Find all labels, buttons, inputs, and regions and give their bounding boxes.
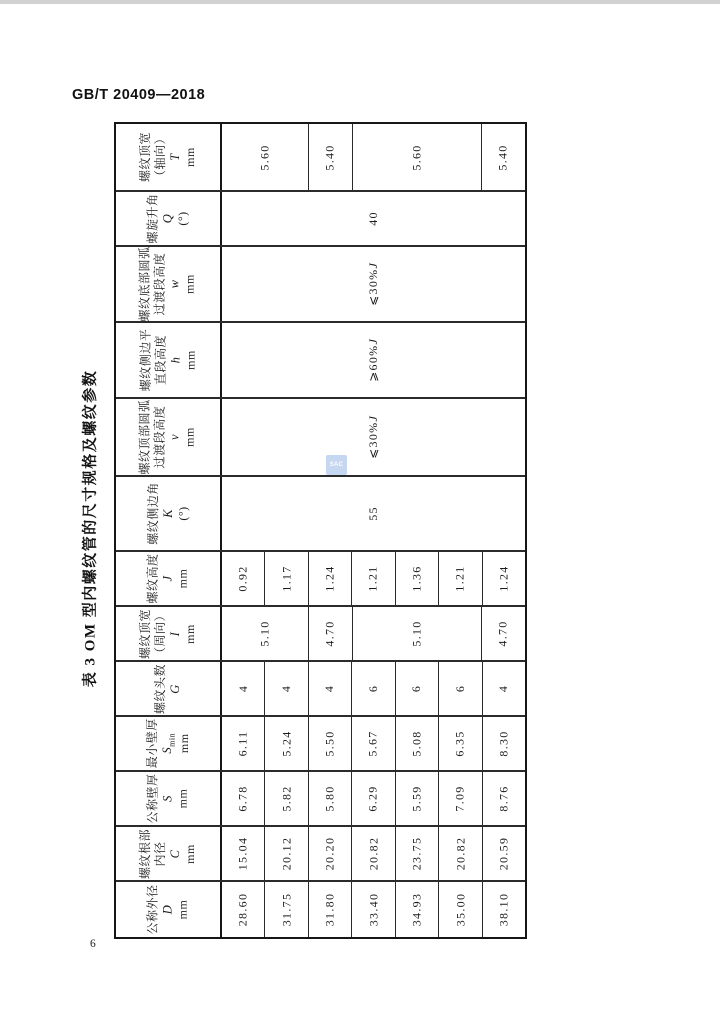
- table-band-thread-crest-width-axial: [116, 124, 525, 190]
- data-value: 8.76: [496, 785, 511, 812]
- header-unit: mm: [175, 899, 190, 920]
- data-cell: [351, 717, 394, 770]
- data-row: [222, 607, 525, 660]
- data-cell: [222, 399, 525, 475]
- data-cell: [438, 772, 481, 825]
- data-value: 1.36: [409, 565, 424, 592]
- data-cell: [395, 827, 438, 880]
- header-cell-min-wall-thickness: [116, 717, 222, 770]
- data-cell: [308, 827, 351, 880]
- data-value: 4.70: [496, 620, 511, 647]
- data-row: [222, 772, 525, 825]
- data-cell: [308, 772, 351, 825]
- data-cell: [482, 662, 525, 715]
- header-text: [138, 608, 198, 658]
- data-cell: [264, 827, 307, 880]
- data-value: 1.21: [452, 565, 467, 592]
- data-value: 6: [409, 684, 424, 693]
- header-text: [138, 329, 198, 392]
- header-cell-thread-height: [116, 552, 222, 605]
- data-value: 6.78: [235, 785, 250, 812]
- data-cell: [481, 607, 525, 660]
- header-symbol: w: [167, 279, 182, 289]
- header-unit: mm: [182, 147, 197, 167]
- data-cell: [308, 552, 351, 605]
- header-line: 螺纹顶宽: [137, 608, 152, 659]
- data-row: [222, 247, 525, 321]
- header-symbol: I: [167, 631, 182, 636]
- header-line: 螺纹侧边角: [145, 482, 160, 545]
- data-value: 31.80: [322, 892, 337, 927]
- header-unit: (°): [175, 506, 190, 521]
- data-value: 5.59: [409, 785, 424, 812]
- data-row: [222, 717, 525, 770]
- data-value: 6: [365, 684, 380, 693]
- data-value: 31.75: [279, 892, 294, 927]
- header-text: [145, 773, 190, 823]
- data-row: [222, 882, 525, 937]
- data-value: 5.24: [279, 730, 294, 757]
- table-band-thread-crest-width-circumferential: [116, 605, 525, 660]
- data-value: 20.12: [279, 836, 294, 871]
- data-cell: [395, 882, 438, 937]
- data-cell: [222, 717, 264, 770]
- data-value: 6.29: [365, 785, 380, 812]
- data-row: [222, 552, 525, 605]
- table-band-thread-bottom-arc-transition-height: [116, 245, 525, 321]
- header-unit: mm: [182, 623, 197, 644]
- data-cell: [395, 552, 438, 605]
- header-unit: mm: [182, 274, 197, 294]
- header-symbol: K: [160, 509, 175, 518]
- scan-edge-shadow: [0, 0, 720, 4]
- data-value: 5.67: [365, 730, 380, 757]
- data-cell: [482, 827, 525, 880]
- data-value: ⩽30%J: [366, 415, 380, 459]
- data-cell: [222, 552, 264, 605]
- header-text: [138, 828, 198, 878]
- header-unit: mm: [182, 843, 197, 864]
- data-cell: [438, 552, 481, 605]
- header-text: [138, 132, 198, 182]
- header-line: 螺纹底部圆弧: [137, 246, 152, 322]
- data-cell: [351, 662, 394, 715]
- data-cell: [482, 882, 525, 937]
- header-cell-nominal-outer-diameter: [116, 882, 222, 937]
- header-text: [145, 884, 190, 934]
- data-row: [222, 323, 525, 397]
- sac-watermark: [326, 455, 347, 475]
- header-line: 螺纹顶宽: [137, 131, 152, 183]
- data-value: 7.09: [452, 785, 467, 812]
- data-value: 20.20: [322, 836, 337, 871]
- header-symbol: h: [167, 356, 182, 364]
- header-line: 直段高度: [152, 334, 167, 386]
- header-line: 螺纹侧边平: [137, 328, 152, 392]
- header-text: [145, 718, 192, 768]
- header-unit: mm: [175, 568, 190, 589]
- data-cell: [438, 717, 481, 770]
- header-cell-thread-flank-angle: [116, 477, 222, 550]
- data-row: [222, 662, 525, 715]
- data-value: 20.82: [452, 836, 467, 871]
- table-title-box: [66, 122, 112, 935]
- data-cell: [438, 882, 481, 937]
- header-line: （周向）: [152, 608, 167, 659]
- data-row: [222, 827, 525, 880]
- data-value: 5.82: [279, 785, 294, 812]
- data-value: 6.35: [452, 730, 467, 757]
- data-value: 28.60: [235, 892, 250, 927]
- header-cell-thread-side-straight-height: [116, 323, 222, 397]
- data-value: ⩽30%J: [366, 262, 380, 306]
- data-value: 33.40: [365, 892, 380, 927]
- table-band-thread-top-arc-transition-height: [116, 397, 525, 475]
- header-unit: (°): [175, 211, 190, 226]
- header-text: [145, 553, 190, 603]
- header-line: （轴向）: [152, 131, 167, 183]
- header-text: [145, 193, 190, 243]
- data-cell: [222, 607, 308, 660]
- header-symbol: S: [160, 795, 175, 802]
- data-cell: [222, 124, 308, 190]
- header-cell-thread-crest-width-circumferential: [116, 607, 222, 660]
- header-unit: mm: [176, 733, 191, 754]
- data-value: 0.92: [235, 565, 250, 592]
- header-unit: mm: [182, 427, 197, 447]
- data-cell: [264, 882, 307, 937]
- data-value: 5.80: [322, 785, 337, 812]
- data-cell: [222, 662, 264, 715]
- sac-watermark-text: SAC: [329, 462, 344, 468]
- data-cell: [351, 827, 394, 880]
- table-band-min-wall-thickness: [116, 715, 525, 770]
- data-cell: [222, 192, 525, 245]
- data-cell: [482, 552, 525, 605]
- data-value: 5.08: [409, 730, 424, 757]
- header-cell-thread-crest-width-axial: [116, 124, 222, 190]
- header-symbol: J: [160, 575, 175, 582]
- data-value: 5.40: [322, 143, 337, 171]
- data-value: 5.10: [409, 620, 424, 647]
- data-value: 1.24: [322, 565, 337, 592]
- table-band-thread-flank-angle: [116, 475, 525, 550]
- data-cell: [438, 662, 481, 715]
- data-cell: [395, 662, 438, 715]
- header-text: [153, 663, 183, 713]
- header-symbol: D: [160, 904, 175, 915]
- header-unit: mm: [175, 788, 190, 809]
- table-band-nominal-outer-diameter: [116, 880, 525, 937]
- table-band-nominal-wall-thickness: [116, 770, 525, 825]
- data-cell: [222, 247, 525, 321]
- data-value: ⩾60%J: [366, 338, 380, 382]
- data-value: 40: [365, 211, 380, 226]
- data-cell: [264, 662, 307, 715]
- header-text: [145, 482, 190, 545]
- header-line: 内径: [152, 840, 167, 867]
- data-cell: [308, 717, 351, 770]
- data-cell: [351, 552, 394, 605]
- data-value: 35.00: [452, 892, 467, 927]
- table-band-thread-side-straight-height: [116, 321, 525, 397]
- data-value: 1.17: [279, 565, 294, 592]
- header-text: [138, 399, 198, 474]
- data-cell: [351, 882, 394, 937]
- data-cell: [395, 717, 438, 770]
- data-value: 20.59: [496, 836, 511, 871]
- data-row: [222, 477, 525, 550]
- data-value: 38.10: [496, 892, 511, 927]
- data-value: 8.30: [496, 730, 511, 757]
- header-line: 公称壁厚: [145, 773, 160, 824]
- data-value: 5.10: [257, 620, 272, 647]
- data-cell: [352, 124, 482, 190]
- standard-number: GB/T 20409—2018: [72, 87, 206, 103]
- data-value: 34.93: [409, 892, 424, 927]
- data-value: 20.82: [365, 836, 380, 871]
- data-value: 4: [322, 684, 337, 693]
- header-symbol: v: [167, 433, 182, 441]
- data-row: [222, 124, 525, 190]
- data-cell: [222, 827, 264, 880]
- header-line: 螺纹顶部圆弧: [137, 399, 152, 475]
- header-symbol: G: [167, 683, 182, 694]
- data-value: 4: [279, 684, 294, 693]
- header-symbol: $S_{min}$: [159, 733, 177, 754]
- header-line: 过渡段高度: [152, 252, 167, 316]
- data-value: 5.60: [257, 143, 272, 171]
- header-line: 最小壁厚: [144, 718, 159, 769]
- data-cell: [352, 607, 482, 660]
- header-line: 螺纹根部: [137, 828, 152, 879]
- data-value: 23.75: [409, 836, 424, 871]
- data-value: 5.60: [409, 143, 424, 171]
- data-cell: [482, 772, 525, 825]
- data-cell: [438, 827, 481, 880]
- data-value: 5.50: [322, 730, 337, 757]
- data-cell: [264, 552, 307, 605]
- header-line: 螺旋升角: [145, 193, 160, 244]
- header-symbol: C: [167, 849, 182, 858]
- data-row: [222, 192, 525, 245]
- data-cell: [264, 717, 307, 770]
- header-line: 公称外径: [145, 884, 160, 935]
- data-cell: [308, 124, 352, 190]
- data-cell: [351, 772, 394, 825]
- header-cell-nominal-wall-thickness: [116, 772, 222, 825]
- header-cell-thread-root-inner-diameter: [116, 827, 222, 880]
- data-value: 6: [452, 684, 467, 693]
- table-band-thread-root-inner-diameter: [116, 825, 525, 880]
- header-unit: mm: [182, 350, 197, 370]
- header-symbol: T: [167, 153, 182, 161]
- data-value: 1.21: [365, 565, 380, 592]
- data-row: [222, 399, 525, 475]
- data-cell: [308, 607, 352, 660]
- page-number: 6: [90, 938, 96, 950]
- data-value: 15.04: [235, 836, 250, 871]
- header-cell-thread-top-arc-transition-height: [116, 399, 222, 475]
- data-cell: [482, 717, 525, 770]
- data-value: 6.11: [235, 730, 250, 757]
- header-cell-helix-angle: [116, 192, 222, 245]
- data-cell: [481, 124, 525, 190]
- data-value: 1.24: [496, 565, 511, 592]
- table-band-helix-angle: [116, 190, 525, 245]
- data-cell: [308, 662, 351, 715]
- data-value: 4.70: [322, 620, 337, 647]
- header-line: 螺纹高度: [145, 553, 160, 604]
- header-symbol: Q: [160, 213, 175, 224]
- table-band-thread-height: [116, 550, 525, 605]
- header-line: 过渡段高度: [152, 405, 167, 469]
- table-title: 表 3 OM 型内螺纹管的尺寸规格及螺纹参数: [82, 369, 99, 688]
- header-cell-thread-bottom-arc-transition-height: [116, 247, 222, 321]
- data-value: 5.40: [496, 143, 511, 171]
- header-line: 螺纹头数: [152, 663, 167, 714]
- data-cell: [308, 882, 351, 937]
- data-value: 55: [365, 506, 380, 521]
- data-cell: [222, 323, 525, 397]
- data-value: 4: [235, 684, 250, 693]
- table-band-thread-starts: [116, 660, 525, 715]
- spec-table: [114, 122, 527, 939]
- data-cell: [222, 477, 525, 550]
- header-text: [138, 246, 198, 321]
- data-value: 4: [496, 684, 511, 693]
- data-cell: [395, 772, 438, 825]
- data-cell: [264, 772, 307, 825]
- header-cell-thread-starts: [116, 662, 222, 715]
- data-cell: [222, 772, 264, 825]
- data-cell: [222, 882, 264, 937]
